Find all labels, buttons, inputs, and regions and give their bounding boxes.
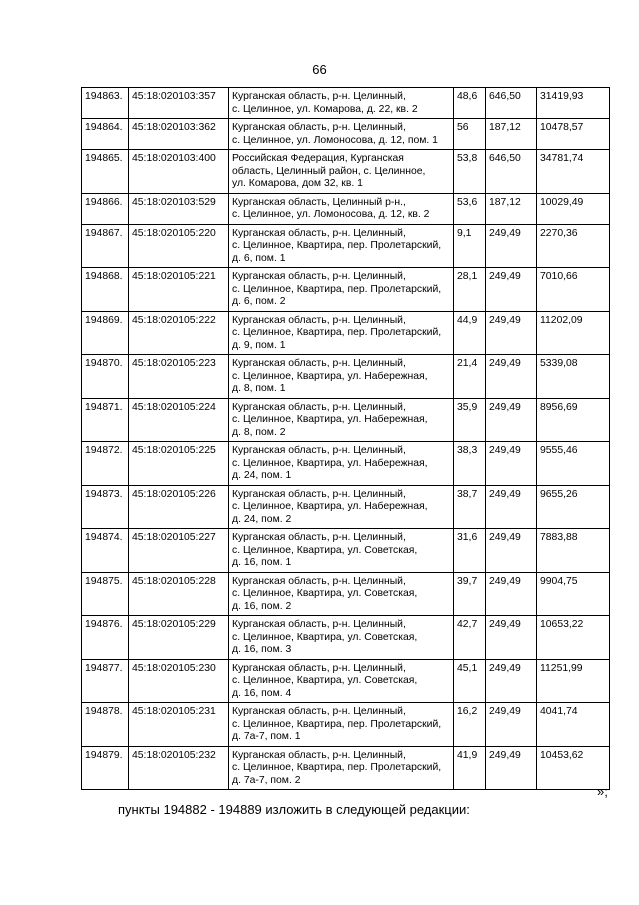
row-number-cell: 194863.: [82, 88, 129, 119]
table-row: [82, 268, 610, 312]
row-number-cell: 194867.: [82, 224, 129, 268]
address-cell: [229, 659, 454, 703]
address-line: д. 8, пом. 2: [232, 426, 286, 438]
address-cell: [229, 150, 454, 194]
cadastral-number-cell: 45:18:020105:220: [129, 224, 229, 268]
address-line: д. 16, пом. 3: [232, 644, 292, 655]
total-value-cell: 10453,62: [537, 746, 610, 790]
cadastral-number-cell: 45:18:020103:357: [129, 88, 229, 119]
address-line: Курганская область, р-н. Целинный,: [232, 706, 406, 717]
address-line: с. Целинное, ул. Ломоносова, д. 12, пом. 1: [232, 134, 438, 146]
address-line: д. 7а-7, пом. 1: [232, 731, 301, 742]
property-table: [81, 87, 610, 790]
row-number-cell: 194865.: [82, 150, 129, 194]
table-row: [82, 88, 610, 119]
address-line: с. Целинное, Квартира, пер. Пролетарский,: [232, 283, 442, 295]
area-cell: 56: [454, 119, 486, 150]
area-cell: 42,7: [454, 616, 486, 660]
row-number-cell: 194872.: [82, 442, 129, 486]
total-value-cell: 34781,74: [537, 150, 610, 194]
cadastral-number-cell: 45:18:020105:228: [129, 572, 229, 616]
unit-price-cell: 249,49: [486, 616, 537, 660]
total-value-cell: 31419,93: [537, 88, 610, 119]
table-row: [82, 119, 610, 150]
cadastral-number-cell: 45:18:020103:362: [129, 119, 229, 150]
total-value-cell: 7883,88: [537, 529, 610, 573]
address-cell: [229, 616, 454, 660]
total-value-cell: 10029,49: [537, 193, 610, 224]
address-cell: [229, 746, 454, 790]
unit-price-cell: 187,12: [486, 119, 537, 150]
address-line: Курганская область, р-н. Целинный,: [232, 488, 406, 500]
table-row: [82, 224, 610, 268]
area-cell: 38,7: [454, 485, 486, 529]
address-line: д. 9, пом. 1: [232, 339, 286, 351]
address-cell: [229, 311, 454, 355]
address-cell: [229, 193, 454, 224]
area-cell: 53,6: [454, 193, 486, 224]
total-value-cell: 10478,57: [537, 119, 610, 150]
area-cell: 41,9: [454, 746, 486, 790]
address-line: д. 6, пом. 2: [232, 296, 286, 307]
address-line: Курганская область, р-н. Целинный,: [232, 122, 406, 133]
total-value-cell: 9655,26: [537, 485, 610, 529]
row-number-cell: 194871.: [82, 398, 129, 442]
address-line: д. 16, пом. 4: [232, 687, 292, 699]
unit-price-cell: 187,12: [486, 193, 537, 224]
area-cell: 16,2: [454, 703, 486, 747]
unit-price-cell: 249,49: [486, 529, 537, 573]
table-row: [82, 398, 610, 442]
table-row: [82, 659, 610, 703]
unit-price-cell: 646,50: [486, 150, 537, 194]
row-number-cell: 194874.: [82, 529, 129, 573]
address-cell: [229, 268, 454, 312]
total-value-cell: 9904,75: [537, 572, 610, 616]
row-number-cell: 194878.: [82, 703, 129, 747]
address-cell: [229, 442, 454, 486]
total-value-cell: 2270,36: [537, 224, 610, 268]
cadastral-number-cell: 45:18:020105:232: [129, 746, 229, 790]
unit-price-cell: 249,49: [486, 572, 537, 616]
area-cell: 48,6: [454, 88, 486, 119]
cadastral-number-cell: 45:18:020105:229: [129, 616, 229, 660]
address-line: с. Целинное, Квартира, ул. Советская,: [232, 675, 418, 686]
row-number-cell: 194869.: [82, 311, 129, 355]
unit-price-cell: 249,49: [486, 268, 537, 312]
address-cell: [229, 703, 454, 747]
address-line: с. Целинное, Квартира, ул. Советская,: [232, 544, 418, 556]
table-row: [82, 529, 610, 573]
address-line: д. 16, пом. 2: [232, 600, 292, 612]
unit-price-cell: 249,49: [486, 398, 537, 442]
area-cell: 35,9: [454, 398, 486, 442]
closing-quote-mark: »;: [597, 784, 608, 799]
address-line: область, Целинный район, с. Целинное,: [232, 165, 426, 177]
address-line: Курганская область, р-н. Целинный,: [232, 445, 406, 456]
amendment-instruction: пункты 194882 - 194889 изложить в следующей редакции:: [118, 802, 470, 817]
unit-price-cell: 249,49: [486, 355, 537, 399]
address-line: д. 6, пом. 1: [232, 252, 286, 264]
address-cell: [229, 529, 454, 573]
row-number-cell: 194866.: [82, 193, 129, 224]
address-line: с. Целинное, Квартира, пер. Пролетарский,: [232, 327, 442, 338]
row-number-cell: 194875.: [82, 572, 129, 616]
address-cell: [229, 398, 454, 442]
address-line: д. 8, пом. 1: [232, 383, 286, 394]
area-cell: 53,8: [454, 150, 486, 194]
unit-price-cell: 249,49: [486, 659, 537, 703]
total-value-cell: 9555,46: [537, 442, 610, 486]
unit-price-cell: 646,50: [486, 88, 537, 119]
table-row: [82, 442, 610, 486]
address-line: с. Целинное, Квартира, ул. Набережная,: [232, 501, 428, 512]
area-cell: 21,4: [454, 355, 486, 399]
address-cell: [229, 119, 454, 150]
row-number-cell: 194876.: [82, 616, 129, 660]
table-row: [82, 746, 610, 790]
address-line: Курганская область, р-н. Целинный,: [232, 532, 406, 543]
address-line: Курганская область, р-н. Целинный,: [232, 619, 406, 630]
unit-price-cell: 249,49: [486, 442, 537, 486]
cadastral-number-cell: 45:18:020105:225: [129, 442, 229, 486]
row-number-cell: 194870.: [82, 355, 129, 399]
total-value-cell: 4041,74: [537, 703, 610, 747]
area-cell: 44,9: [454, 311, 486, 355]
row-number-cell: 194879.: [82, 746, 129, 790]
address-line: Курганская область, р-н. Целинный,: [232, 91, 406, 102]
address-line: д. 24, пом. 1: [232, 470, 292, 481]
table-row: [82, 572, 610, 616]
address-cell: [229, 224, 454, 268]
address-line: д. 16, пом. 1: [232, 557, 292, 568]
table-row: [82, 193, 610, 224]
address-line: с. Целинное, Квартира, пер. Пролетарский,: [232, 762, 442, 773]
address-line: Российская Федерация, Курганская: [232, 153, 404, 164]
address-line: Курганская область, р-н. Целинный,: [232, 358, 406, 369]
address-line: с. Целинное, Квартира, ул. Набережная,: [232, 370, 428, 382]
total-value-cell: 7010,66: [537, 268, 610, 312]
table-row: [82, 311, 610, 355]
table-row: [82, 355, 610, 399]
address-cell: [229, 355, 454, 399]
table-row: [82, 150, 610, 194]
address-line: с. Целинное, Квартира, пер. Пролетарский,: [232, 240, 442, 251]
address-cell: [229, 572, 454, 616]
cadastral-number-cell: 45:18:020105:221: [129, 268, 229, 312]
area-cell: 39,7: [454, 572, 486, 616]
total-value-cell: 11251,99: [537, 659, 610, 703]
cadastral-number-cell: 45:18:020105:224: [129, 398, 229, 442]
address-cell: [229, 88, 454, 119]
address-line: д. 24, пом. 2: [232, 513, 292, 525]
row-number-cell: 194873.: [82, 485, 129, 529]
unit-price-cell: 249,49: [486, 746, 537, 790]
address-line: Курганская область, р-н. Целинный,: [232, 314, 406, 326]
total-value-cell: 10653,22: [537, 616, 610, 660]
table-row: [82, 485, 610, 529]
address-line: с. Целинное, Квартира, пер. Пролетарский,: [232, 718, 442, 730]
cadastral-number-cell: 45:18:020103:400: [129, 150, 229, 194]
cadastral-number-cell: 45:18:020105:226: [129, 485, 229, 529]
cadastral-number-cell: 45:18:020105:223: [129, 355, 229, 399]
cadastral-number-cell: 45:18:020105:230: [129, 659, 229, 703]
area-cell: 9,1: [454, 224, 486, 268]
address-line: с. Целинное, ул. Комарова, д. 22, кв. 2: [232, 103, 418, 115]
unit-price-cell: 249,49: [486, 224, 537, 268]
cadastral-number-cell: 45:18:020105:231: [129, 703, 229, 747]
total-value-cell: 11202,09: [537, 311, 610, 355]
unit-price-cell: 249,49: [486, 311, 537, 355]
address-line: Курганская область, Целинный р-н.,: [232, 196, 406, 208]
area-cell: 45,1: [454, 659, 486, 703]
page-number: 66: [312, 62, 327, 77]
address-line: с. Целинное, ул. Ломоносова, д. 12, кв. 2: [232, 209, 430, 220]
property-table-body: [82, 88, 610, 790]
address-line: д. 7а-7, пом. 2: [232, 774, 301, 786]
address-line: Курганская область, р-н. Целинный,: [232, 227, 406, 239]
unit-price-cell: 249,49: [486, 703, 537, 747]
address-line: Курганская область, р-н. Целинный,: [232, 662, 406, 674]
area-cell: 28,1: [454, 268, 486, 312]
address-line: Курганская область, р-н. Целинный,: [232, 271, 406, 282]
unit-price-cell: 249,49: [486, 485, 537, 529]
address-line: с. Целинное, Квартира, ул. Набережная,: [232, 414, 428, 425]
address-line: с. Целинное, Квартира, ул. Советская,: [232, 631, 418, 643]
row-number-cell: 194877.: [82, 659, 129, 703]
row-number-cell: 194868.: [82, 268, 129, 312]
area-cell: 31,6: [454, 529, 486, 573]
table-row: [82, 703, 610, 747]
table-row: [82, 616, 610, 660]
address-line: Курганская область, р-н. Целинный,: [232, 749, 406, 761]
area-cell: 38,3: [454, 442, 486, 486]
address-line: с. Целинное, Квартира, ул. Советская,: [232, 588, 418, 599]
cadastral-number-cell: 45:18:020105:227: [129, 529, 229, 573]
cadastral-number-cell: 45:18:020105:222: [129, 311, 229, 355]
address-line: с. Целинное, Квартира, ул. Набережная,: [232, 457, 428, 469]
row-number-cell: 194864.: [82, 119, 129, 150]
address-line: Курганская область, р-н. Целинный,: [232, 575, 406, 587]
total-value-cell: 5339,08: [537, 355, 610, 399]
cadastral-number-cell: 45:18:020103:529: [129, 193, 229, 224]
address-line: ул. Комарова, дом 32, кв. 1: [232, 178, 363, 189]
total-value-cell: 8956,69: [537, 398, 610, 442]
address-line: Курганская область, р-н. Целинный,: [232, 401, 406, 413]
address-cell: [229, 485, 454, 529]
